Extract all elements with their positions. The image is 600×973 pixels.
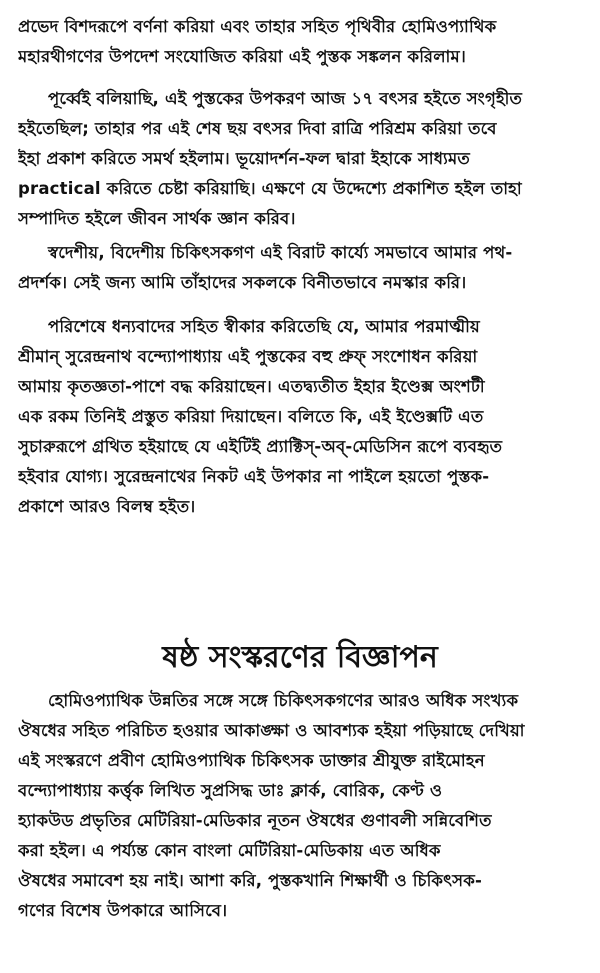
text-line: হ্যাকউড প্রভৃতির মেটিরিয়া-মেডিকার নূতন ঔষধের গুণাবলী সন্নিবেশিত: [18, 811, 492, 830]
text-line: স্বদেশীয়, বিদেশীয় চিকিৎসকগণ এই বিরাট কার্য্যে সমভাবে আমার পথ-: [48, 243, 513, 262]
text-line: হইবার যোগ্য। সুরেন্দ্রনাথের নিকট এই উপকার না পাইলে হয়তো পুস্তক-: [18, 467, 490, 486]
sixth-edition-paragraph: [18, 686, 584, 926]
text-line: ইহা প্রকাশ করিতে সমর্থ হইলাম। ভূয়োদর্শন-ফল দ্বারা ইহাকে সাধ্যমত: [18, 149, 470, 168]
text-line: এক রকম তিনিই প্রস্তুত করিয়া দিয়াছেন। বলিতে কি, এই ইণ্ডেক্সটি এত: [18, 407, 484, 426]
preface-paragraph-1: [18, 12, 584, 72]
text-line: প্রদর্শক। সেই জন্য আমি তাঁহাদের সকলকে বিনীতভাবে নমস্কার করি।: [18, 273, 467, 292]
section-heading: ষষ্ঠ সংস্করণের বিজ্ঞাপন: [162, 640, 438, 675]
text-line: মহারথীগণের উপদেশ সংযোজিত করিয়া এই পুস্তক সঙ্কলন করিলাম।: [18, 47, 466, 66]
text-line: এই সংস্করণে প্রবীণ হোমিওপ্যাথিক চিকিৎসক ডাক্তার শ্রীযুক্ত রাইমোহন: [18, 751, 485, 770]
preface-paragraph-4: [18, 312, 584, 522]
preface-paragraph-3: [18, 238, 584, 298]
text-line: হইতেছিল; তাহার পর এই শেষ ছয় বৎসর দিবা রাত্রি পরিশ্রম করিয়া তবে: [18, 119, 497, 138]
text-line: ঔষধের সহিত পরিচিত হওয়ার আকাঙ্ক্ষা ও আবশ্যক হইয়া পড়িয়াছে দেখিয়া: [18, 721, 525, 740]
text-line: প্রভেদ বিশদরূপে বর্ণনা করিয়া এবং তাহার সহিত পৃথিবীর হোমিওপ্যাথিক: [18, 17, 497, 36]
text-line: করা হইল। এ পর্য্যন্ত কোন বাংলা মেটিরিয়া-মেডিকায় এত অধিক: [18, 841, 441, 860]
text-line: প্রকাশে আরও বিলম্ব হইত।: [18, 497, 196, 516]
text-line: বন্দ্যোপাধ্যায় কর্ত্তৃক লিখিত সুপ্রসিদ্ধ ডাঃ ক্লার্ক, বোরিক, কেণ্ট ও: [18, 781, 443, 800]
text-line: আমায় কৃতজ্ঞতা-পাশে বদ্ধ করিয়াছেন। এতদ্ব্যতীত ইহার ইণ্ডেক্স অংশটী: [18, 377, 485, 396]
text-line: হোমিওপ্যাথিক উন্নতির সঙ্গে সঙ্গে চিকিৎসকগণের আরও অধিক সংখ্যক: [48, 691, 519, 710]
text-line: পরিশেষে ধন্যবাদের সহিত স্বীকার করিতেছি যে, আমার পরমাত্মীয়: [48, 317, 480, 336]
preface-paragraph-2: [18, 84, 584, 234]
text-line: সুচারুরূপে গ্রথিত হইয়াছে যে এইটিই প্র্যাক্টিস্-অব্-মেডিসিন রূপে ব্যবহৃত: [18, 437, 503, 456]
text-line: গণের বিশেষ উপকারে আসিবে।: [18, 901, 228, 920]
text-line: পূর্ব্বেই বলিয়াছি, এই পুস্তকের উপকরণ আজ ১৭ বৎসর হইতে সংগৃহীত: [48, 89, 523, 108]
text-line: সম্পাদিত হইলে জীবন সার্থক জ্ঞান করিব।: [18, 209, 296, 228]
text-line: শ্রীমান্ সুরেন্দ্রনাথ বন্দ্যোপাধ্যায় এই পুস্তকের বহু প্রুফ্ সংশোধন করিয়া: [18, 347, 478, 366]
text-line: ঔষধের সমাবেশ হয় নাই। আশা করি, পুস্তকখানি শিক্ষার্থী ও চিকিৎসক-: [18, 871, 483, 890]
text-line: practical করিতে চেষ্টা করিয়াছি। এক্ষণে যে উদ্দেশ্যে প্রকাশিত হইল তাহা: [18, 179, 522, 198]
